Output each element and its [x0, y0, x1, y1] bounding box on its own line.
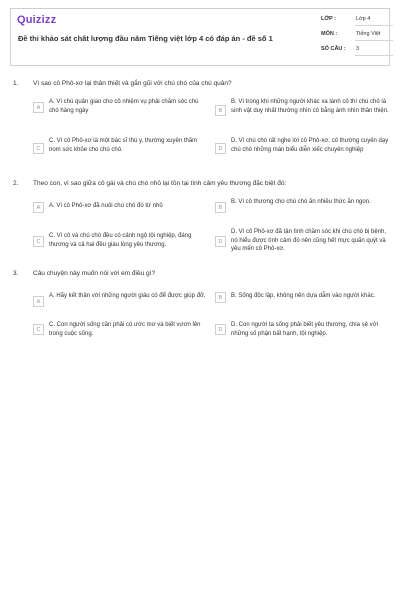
option-letter-box: B [215, 105, 226, 116]
class-underline [355, 25, 393, 26]
option-text: D. Con người ta sống phải biết yêu thương, chia sẻ với những số phận bất hạnh, tội nghiệp. [231, 322, 378, 337]
question-text: Theo con, vì sao giữa cô gái và chú chó nhỏ lại tồn tại tình cảm yêu thương đặc biệt đó: [33, 180, 287, 187]
option-text: A. Vì cô Phô-xơ đã nuôi chú chó đó từ nhỏ [49, 203, 163, 209]
option-text: A. Hãy kết thân với những người giàu có để được giúp đỡ. [49, 293, 206, 299]
question-count-label: SỐ CÂU : [321, 46, 346, 52]
worksheet-header [10, 8, 390, 66]
question-number: 1. [13, 80, 19, 87]
option-text: A. Vì chú quân giao cho cô nhiệm vụ phải chăm sóc chú chó hàng ngày [49, 99, 199, 114]
option-letter-box: C [33, 143, 44, 154]
option-text: B. Sống độc lập, không nên dựa dẫm vào người khác. [231, 293, 376, 299]
question-text: Câu chuyện này muốn nói với em điều gì? [33, 270, 156, 277]
option-letter-box: B [215, 292, 226, 303]
option-letter-box: B [215, 202, 226, 213]
class-label: LỚP : [321, 16, 336, 22]
question-count-value: 3 [356, 46, 360, 52]
question-number: 2. [13, 180, 19, 187]
option-text: B. Vì trong khi những người khác xa lánh cô thì chú chó là sinh vật duy nhất thường nhìn cô bằng ánh nhìn thân thiện. [231, 99, 389, 114]
option-letter-box: D [215, 236, 226, 247]
option-text: D. Vì cô Phô-xơ đã tận tình chăm sóc khi chú chó bị bệnh, nó hiểu được tình cảm đó nên cũng hết mực quấn quýt và yêu mến cô Phô-xơ. [231, 229, 387, 252]
subject-value: Tiếng Việt [356, 31, 381, 37]
option-text: B. Vì cô thương cho chú chó ăn nhiều thức ăn ngon. [231, 199, 371, 205]
page-title: Đề thi khảo sát chất lượng đầu năm Tiếng việt lớp 4 có đáp án - đề số 1 [18, 34, 273, 43]
option-text: D. Vì chú chó rất nghe lời cô Phô-xơ, cô thường cuyên dạy chú chó những màn biểu diễn xiếc chuyên nghiệp [231, 138, 389, 153]
question-count-underline [355, 55, 393, 56]
option-text: C. Vì cô Phô-xơ là một bác sĩ thú y, thường xuyên thăm nom sức khỏe cho chú chó. [49, 138, 198, 153]
option-letter-box: A [33, 202, 44, 213]
quizizz-logo: Quizizz [17, 14, 57, 26]
option-letter-box: D [215, 143, 226, 154]
question-text: Vì sao cô Phô-xơ lại thân thiết và gắn gũi với chú chó của chú quân? [33, 80, 232, 87]
option-text: C. Con người sống cần phải có ước mơ và biết vươn lên trong cuộc sống. [49, 322, 201, 337]
subject-underline [355, 40, 393, 41]
option-letter-box: D [215, 324, 226, 335]
option-letter-box: C [33, 236, 44, 247]
option-letter-box: A [33, 296, 44, 307]
option-letter-box: A [33, 102, 44, 113]
class-value: Lớp 4 [356, 16, 371, 22]
option-letter-box: C [33, 324, 44, 335]
option-text: C. Vì cô và chú chó đều có cảnh ngộ tội nghiệp, đáng thương và cả hai đều giàu lòng yêu thương. [49, 233, 192, 248]
question-number: 3. [13, 270, 19, 277]
subject-label: MÔN : [321, 31, 338, 37]
